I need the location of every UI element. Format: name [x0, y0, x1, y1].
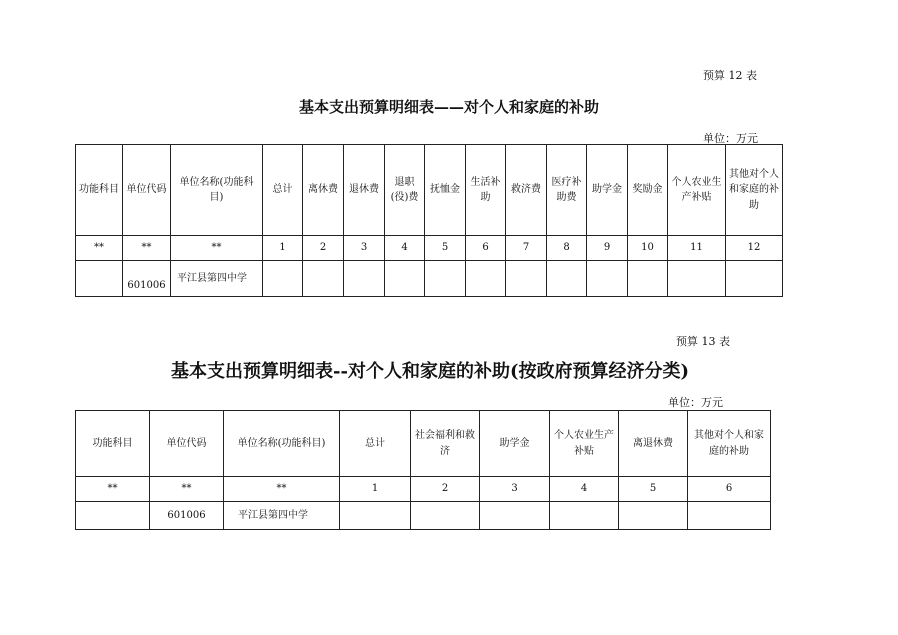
table12-index-cell: 7 [506, 236, 547, 261]
table13-index-row [76, 477, 771, 502]
table12-index-row [76, 236, 783, 261]
table13-unit: 单位：万元 [668, 396, 723, 409]
table12-header-cell: 退休费 [344, 145, 385, 236]
table12-header-cell: 单位名称(功能科目) [171, 145, 263, 236]
table13-cell-empty [550, 502, 619, 530]
table12-cell-empty [263, 261, 303, 297]
table12-cell-empty [587, 261, 628, 297]
table12-header-cell: 助学金 [587, 145, 628, 236]
table13-header-cell: 离退休费 [619, 411, 688, 477]
table12-title: 基本支出预算明细表——对个人和家庭的补助 [298, 98, 599, 116]
table12-cell-empty [628, 261, 668, 297]
table13-index-cell: 4 [550, 477, 619, 502]
table13-cell-empty [688, 502, 771, 530]
table13-unit-name: 平江县第四中学 [224, 502, 340, 530]
table13-unit-code: 601006 [150, 502, 224, 530]
table13-index-cell: 2 [411, 477, 480, 502]
table12-header-cell: 离休费 [303, 145, 344, 236]
table12-header-cell: 其他对个人和家庭的补助 [726, 145, 783, 236]
table13-header-cell: 个人农业生产补贴 [550, 411, 619, 477]
table13-cell-empty [411, 502, 480, 530]
table13-header-row [76, 411, 771, 477]
table12-header-cell: 总计 [263, 145, 303, 236]
table12-cell-empty [303, 261, 344, 297]
table13-header-cell: 社会福利和救济 [411, 411, 480, 477]
table12-index-cell: 4 [385, 236, 425, 261]
table12-index-cell: ** [76, 236, 123, 261]
table13-header-cell: 单位代码 [150, 411, 224, 477]
table13-index-cell: 3 [480, 477, 550, 502]
table12-header-cell: 奖励金 [628, 145, 668, 236]
table12-header-cell: 功能科目 [76, 145, 123, 236]
table12-cell-empty [547, 261, 587, 297]
table13-data-row [76, 502, 771, 530]
table13-title: 基本支出预算明细表--对个人和家庭的补助(按政府预算经济分类) [171, 361, 689, 382]
table12-header-cell: 生活补助 [466, 145, 506, 236]
table13-header-cell: 助学金 [480, 411, 550, 477]
table12-index-cell: 12 [726, 236, 783, 261]
table12-cell-empty [425, 261, 466, 297]
table13-index-cell: 5 [619, 477, 688, 502]
table12-header-cell: 医疗补助费 [547, 145, 587, 236]
table12-index-cell: 11 [668, 236, 726, 261]
table12-header-row [76, 145, 783, 236]
table12-index-cell: 10 [628, 236, 668, 261]
table12-cell-empty [466, 261, 506, 297]
table12-header-cell: 抚恤金 [425, 145, 466, 236]
table12-cell-empty [76, 261, 123, 297]
table12-index-cell: 9 [587, 236, 628, 261]
table13-header-cell: 单位名称(功能科目) [224, 411, 340, 477]
table12-cell-empty [726, 261, 783, 297]
table12-header-cell: 退职(役)费 [385, 145, 425, 236]
table13-tag: 预算 13 表 [676, 335, 730, 348]
table12-cell-empty [385, 261, 425, 297]
table12-header-cell: 单位代码 [123, 145, 171, 236]
table12-tag: 预算 12 表 [703, 69, 757, 82]
table12-index-cell: ** [123, 236, 171, 261]
table13-header-cell: 功能科目 [76, 411, 150, 477]
table13-index-cell: 6 [688, 477, 771, 502]
table12-index-cell: 8 [547, 236, 587, 261]
table12-header-cell: 救济费 [506, 145, 547, 236]
table12-unit: 单位：万元 [703, 132, 758, 145]
table13-header-cell: 其他对个人和家庭的补助 [688, 411, 771, 477]
table12-index-cell: ** [171, 236, 263, 261]
table12-cell-empty [506, 261, 547, 297]
table12-header-cell: 个人农业生产补贴 [668, 145, 726, 236]
table12-cell-empty [344, 261, 385, 297]
table12-index-cell: 3 [344, 236, 385, 261]
table13-cell-empty [619, 502, 688, 530]
table12-unit-name: 平江县第四中学 [171, 261, 263, 297]
table13-cell-empty [340, 502, 411, 530]
table12-unit-code: 601006 [123, 261, 171, 297]
table13-header-cell: 总计 [340, 411, 411, 477]
table13-index-cell: 1 [340, 477, 411, 502]
table12-data-row [76, 261, 783, 297]
table13-cell-empty [76, 502, 150, 530]
table13-index-cell: ** [224, 477, 340, 502]
table12-index-cell: 6 [466, 236, 506, 261]
table12-index-cell: 2 [303, 236, 344, 261]
table13-cell-empty [480, 502, 550, 530]
table13-index-cell: ** [76, 477, 150, 502]
table13-index-cell: ** [150, 477, 224, 502]
table12-index-cell: 5 [425, 236, 466, 261]
table12-cell-empty [668, 261, 726, 297]
table12-index-cell: 1 [263, 236, 303, 261]
table12 [75, 144, 783, 297]
table13 [75, 410, 771, 530]
